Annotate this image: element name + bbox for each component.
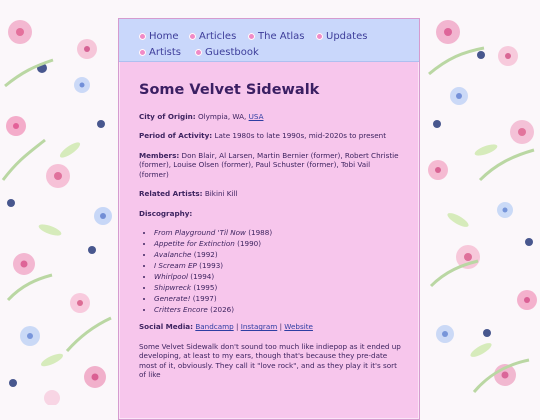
period-value: Late 1980s to late 1990s, mid-2020s to present (214, 131, 387, 141)
discography-item: • Avalanche (1992) (154, 250, 401, 260)
origin-label: City of Origin: (139, 111, 196, 121)
page-title: Some Velvet Sidewalk (139, 82, 320, 98)
discography-label: Discography: (139, 208, 193, 218)
nav-articles-label: Articles (199, 31, 237, 42)
social-media (139, 322, 401, 332)
members-value: Don Blair, Al Larsen, Martin Bernier (former), Robert Christie (former), Louise Olsen (former), Paul Schuster (former), Tobi Vail (former) (139, 150, 399, 179)
nav-updates-link[interactable] (316, 31, 367, 42)
discography-item: • Whirlpool (1994) (154, 272, 401, 282)
discography-item: • Critters Encore (2026) (154, 305, 401, 315)
nav-the-atlas-link[interactable] (248, 31, 304, 42)
nav-home-label: Home (149, 31, 179, 42)
flower-bullet-icon (316, 33, 323, 40)
discography-item: • Appetite for Extinction (1990) (154, 239, 401, 249)
discography-list (139, 228, 401, 314)
discography-item: • From Playground 'Til Now (1988) (154, 228, 401, 238)
discography-heading (139, 209, 401, 219)
nav-updates-label: Updates (326, 31, 368, 42)
members (139, 151, 401, 180)
origin-value: Olympia, WA, (197, 111, 247, 121)
nav-artists-label: Artists (149, 47, 181, 58)
website-link[interactable]: Website (284, 322, 313, 332)
nav-guestbook-link[interactable] (195, 47, 259, 58)
country-link[interactable]: USA (248, 111, 264, 121)
flower-bullet-icon (139, 33, 146, 40)
period-of-activity (139, 131, 401, 141)
flower-bullet-icon (139, 49, 146, 56)
city-of-origin (139, 112, 401, 122)
discography-item: • Generate! (1997) (154, 294, 401, 304)
period-label: Period of Activity: (139, 131, 213, 141)
instagram-link[interactable]: Instagram (240, 322, 278, 332)
bandcamp-link[interactable]: Bandcamp (195, 322, 234, 332)
nav-articles-link[interactable] (189, 31, 236, 42)
social-label: Social Media: (139, 322, 194, 332)
flower-bullet-icon (248, 33, 255, 40)
top-navigation (119, 19, 419, 62)
social-separator: | (235, 322, 239, 332)
flower-bullet-icon (189, 33, 196, 40)
nav-home-link[interactable] (139, 31, 179, 42)
content-panel (118, 18, 420, 420)
discography-item: • Shipwreck (1995) (154, 283, 401, 293)
social-separator: | (279, 322, 282, 332)
related-value: Bikini Kill (204, 189, 238, 199)
article-content (139, 83, 401, 390)
nav-guestbook-label: Guestbook (205, 47, 259, 58)
flower-bullet-icon (195, 49, 202, 56)
members-label: Members: (139, 150, 180, 160)
related-artists (139, 189, 401, 199)
nav-the-atlas-label: The Atlas (258, 31, 305, 42)
nav-artists-link[interactable] (139, 47, 181, 58)
related-label: Related Artists: (139, 189, 203, 199)
discography-item: • I Scream EP (1993) (154, 261, 401, 271)
description-paragraph: Some Velvet Sidewalk don't sound too much like indiepop as it ended up developing, at least to my ears, though that's because they pre-date most of it, obviously. They call it "love rock", and as they play it it's sort of like (139, 341, 401, 380)
